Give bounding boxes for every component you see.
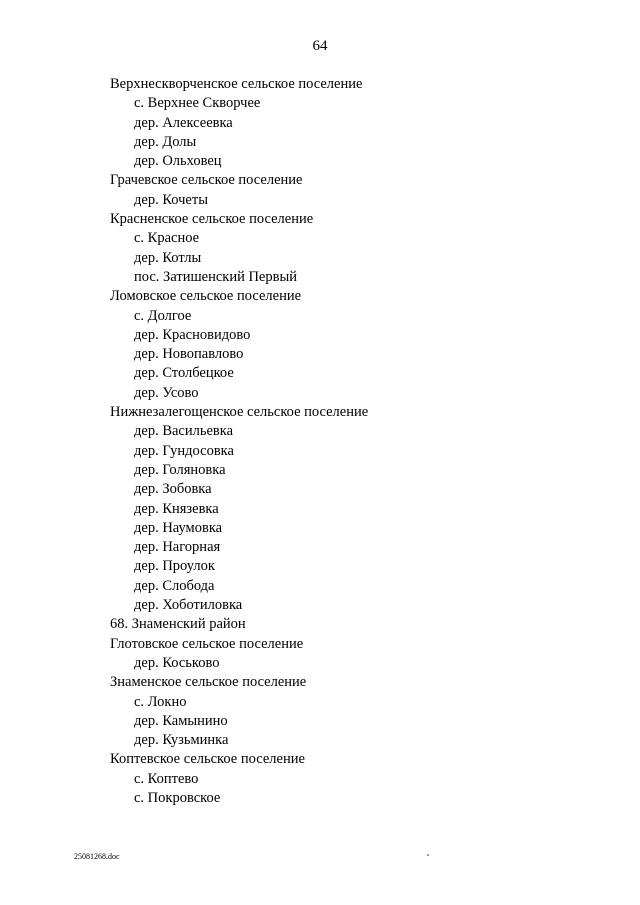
settlement-item: дер. Хоботиловка xyxy=(134,597,243,614)
settlement-item: с. Долгое xyxy=(134,307,192,324)
settlement-item: дер. Гундосовка xyxy=(134,442,234,459)
settlement-item: дер. Коськово xyxy=(134,654,220,671)
settlement-heading: Нижнезалегощенское сельское поселение xyxy=(110,404,369,421)
settlement-item: дер. Васильевка xyxy=(134,423,234,440)
settlement-item: дер. Нагорная xyxy=(134,539,221,556)
settlement-item: с. Коптево xyxy=(134,770,199,787)
settlement-item: дер. Котлы xyxy=(134,249,202,266)
page-number: 64 xyxy=(312,38,328,54)
settlement-item: дер. Кочеты xyxy=(134,191,208,208)
settlement-item: дер. Усово xyxy=(134,384,199,401)
settlement-item: дер. Столбецкое xyxy=(134,365,234,382)
settlement-item: дер. Долы xyxy=(134,133,197,150)
settlement-item: дер. Зобовка xyxy=(134,481,212,498)
settlement-heading: Грачевское сельское поселение xyxy=(110,172,303,189)
settlement-heading: Красненское сельское поселение xyxy=(110,211,314,228)
settlement-item: дер. Камынино xyxy=(134,712,228,729)
settlement-heading: Верхнескворченское сельское поселение xyxy=(110,76,363,92)
settlement-item: пос. Затишенский Первый xyxy=(134,268,297,285)
settlement-item: дер. Наумовка xyxy=(134,519,223,536)
settlement-heading: Знаменское сельское поселение xyxy=(110,674,307,691)
scan-mark xyxy=(427,854,429,856)
settlement-heading: Коптевское сельское поселение xyxy=(110,751,305,768)
settlement-heading: Ломовское сельское поселение xyxy=(110,288,302,305)
settlement-item: дер. Новопавлово xyxy=(134,346,244,363)
document-code: 25081268.doc xyxy=(74,852,120,861)
settlement-item: дер. Ольховец xyxy=(134,153,222,170)
settlement-item: дер. Голяновка xyxy=(134,461,226,478)
settlement-heading: Глотовское сельское поселение xyxy=(110,635,304,652)
settlement-heading: 68. Знаменский район xyxy=(110,616,246,633)
settlement-list xyxy=(110,75,590,808)
settlement-item: дер. Проулок xyxy=(134,558,215,575)
settlement-item: дер. Алексеевка xyxy=(134,114,233,131)
settlement-item: с. Локно xyxy=(134,693,187,710)
settlement-item: дер. Слобода xyxy=(134,577,215,594)
settlement-item: дер. Князевка xyxy=(134,500,219,517)
settlement-item: с. Красное xyxy=(134,230,200,247)
settlement-item: дер. Красновидово xyxy=(134,326,251,343)
settlement-item: дер. Кузьминка xyxy=(134,732,229,749)
settlement-item: с. Покровское xyxy=(134,789,221,806)
settlement-item: с. Верхнее Скворчее xyxy=(134,95,261,112)
